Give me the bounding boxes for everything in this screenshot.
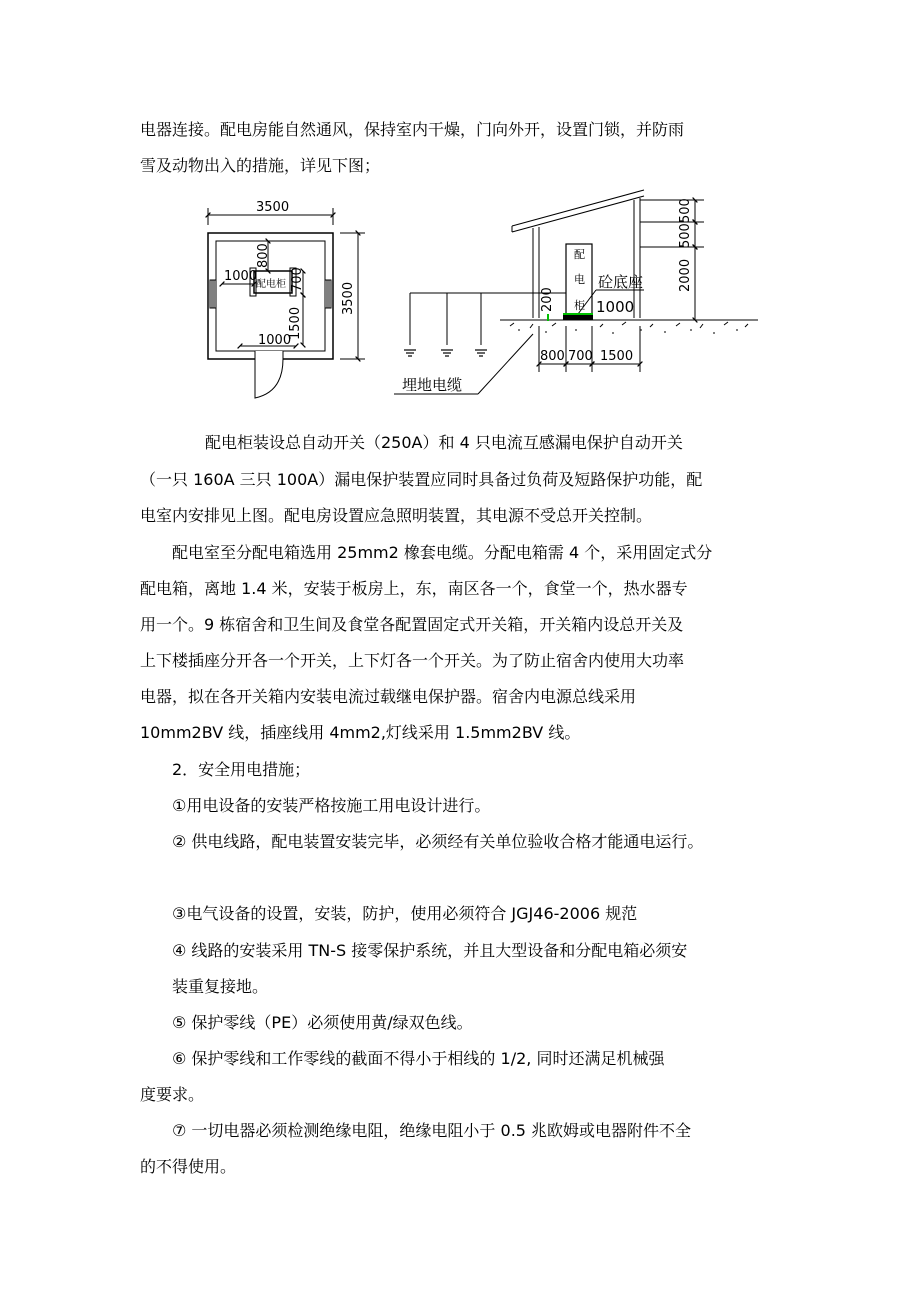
plan-dim-1500: 1500	[288, 306, 303, 340]
text-line: 电器，拟在各开关箱内安装电流过载继电保护器。宿舍内电源总线采用	[140, 687, 637, 706]
plan-dim-700: 700	[290, 267, 305, 292]
text-line: 配电箱，离地 1.4 米，安装于板房上，东，南区各一个，食堂一个，热水器专	[140, 579, 688, 598]
list-item: 度要求。	[140, 1085, 205, 1104]
section-dim-500-mid: 500	[678, 223, 693, 248]
list-item: 装重复接地。	[172, 977, 269, 996]
text-line: 配电室至分配电箱选用 25mm2 橡套电缆。分配电箱需 4 个，采用固定式分	[172, 543, 713, 562]
list-item: ② 供电线路，配电装置安装完毕，必须经有关单位验收合格才能通电运行。	[172, 832, 704, 851]
plan-height-dim: 3500	[341, 281, 356, 315]
text-line: 电室内安排见上图。配电房设置应急照明装置，其电源不受总开关控制。	[140, 506, 653, 525]
section-dim-2000: 2000	[678, 258, 693, 292]
list-item: ⑥ 保护零线和工作零线的截面不得小于相线的 1/2, 同时还满足机械强	[172, 1049, 665, 1068]
list-item: 的不得使用。	[140, 1157, 237, 1176]
plan-dim-1000-bottom: 1000	[258, 333, 292, 348]
list-item: ⑦ 一切电器必须检测绝缘电阻，绝缘电阻小于 0.5 兆欧姆或电器附件不全	[172, 1121, 692, 1140]
list-item: ⑤ 保护零线（PE）必须使用黄/绿双色线。	[172, 1013, 473, 1032]
section-dim-500-top: 500	[678, 198, 693, 223]
section-cabinet-char-2: 电	[574, 273, 585, 286]
text-line: （一只 160A 三只 100A）漏电保护装置应同时具备过负荷及短路保护功能，配	[140, 470, 703, 489]
base-label: 砼底座	[598, 273, 644, 291]
plan-width-dim: 3500	[256, 200, 290, 215]
section-heading: 2．安全用电措施；	[172, 760, 311, 779]
text-line: 用一个。9 栋宿舍和卫生间及食堂各配置固定式开关箱，开关箱内设总开关及	[140, 615, 684, 634]
list-item: ③电气设备的设置，安装，防护，使用必须符合 JGJ46-2006 规范	[172, 904, 638, 923]
section-dim-200: 200	[540, 287, 555, 312]
cable-label: 埋地电缆	[402, 376, 463, 394]
section-cabinet-char-1: 配	[574, 248, 585, 261]
distribution-room-figure	[0, 0, 920, 420]
text-line: 雪及动物出入的措施，详见下图；	[140, 156, 381, 175]
text-line: 10mm2BV 线，插座线用 4mm2,灯线采用 1.5mm2BV 线。	[140, 723, 581, 742]
section-dim-1000: 1000	[596, 298, 635, 316]
text-line: 配电柜装设总自动开关（250A）和 4 只电流互感漏电保护自动开关	[205, 433, 683, 452]
plan-dim-1000-left: 1000	[224, 269, 258, 284]
section-cabinet-char-3: 柜	[574, 299, 585, 312]
list-item: ④ 线路的安装采用 TN-S 接零保护系统，并且大型设备和分配电箱必须安	[172, 941, 688, 960]
plan-cabinet-label: 配电柜	[256, 279, 286, 290]
list-item: ①用电设备的安装严格按施工用电设计进行。	[172, 796, 491, 815]
text-line: 上下楼插座分开各一个开关，上下灯各一个开关。为了防止宿舍内使用大功率	[140, 651, 685, 670]
section-dim-800: 800	[540, 349, 565, 364]
plan-dim-800: 800	[256, 243, 271, 268]
section-dim-700: 700	[568, 349, 593, 364]
text-line: 电器连接。配电房能自然通风，保持室内干燥，门向外开，设置门锁，并防雨	[140, 120, 685, 139]
section-dim-1500: 1500	[600, 349, 634, 364]
